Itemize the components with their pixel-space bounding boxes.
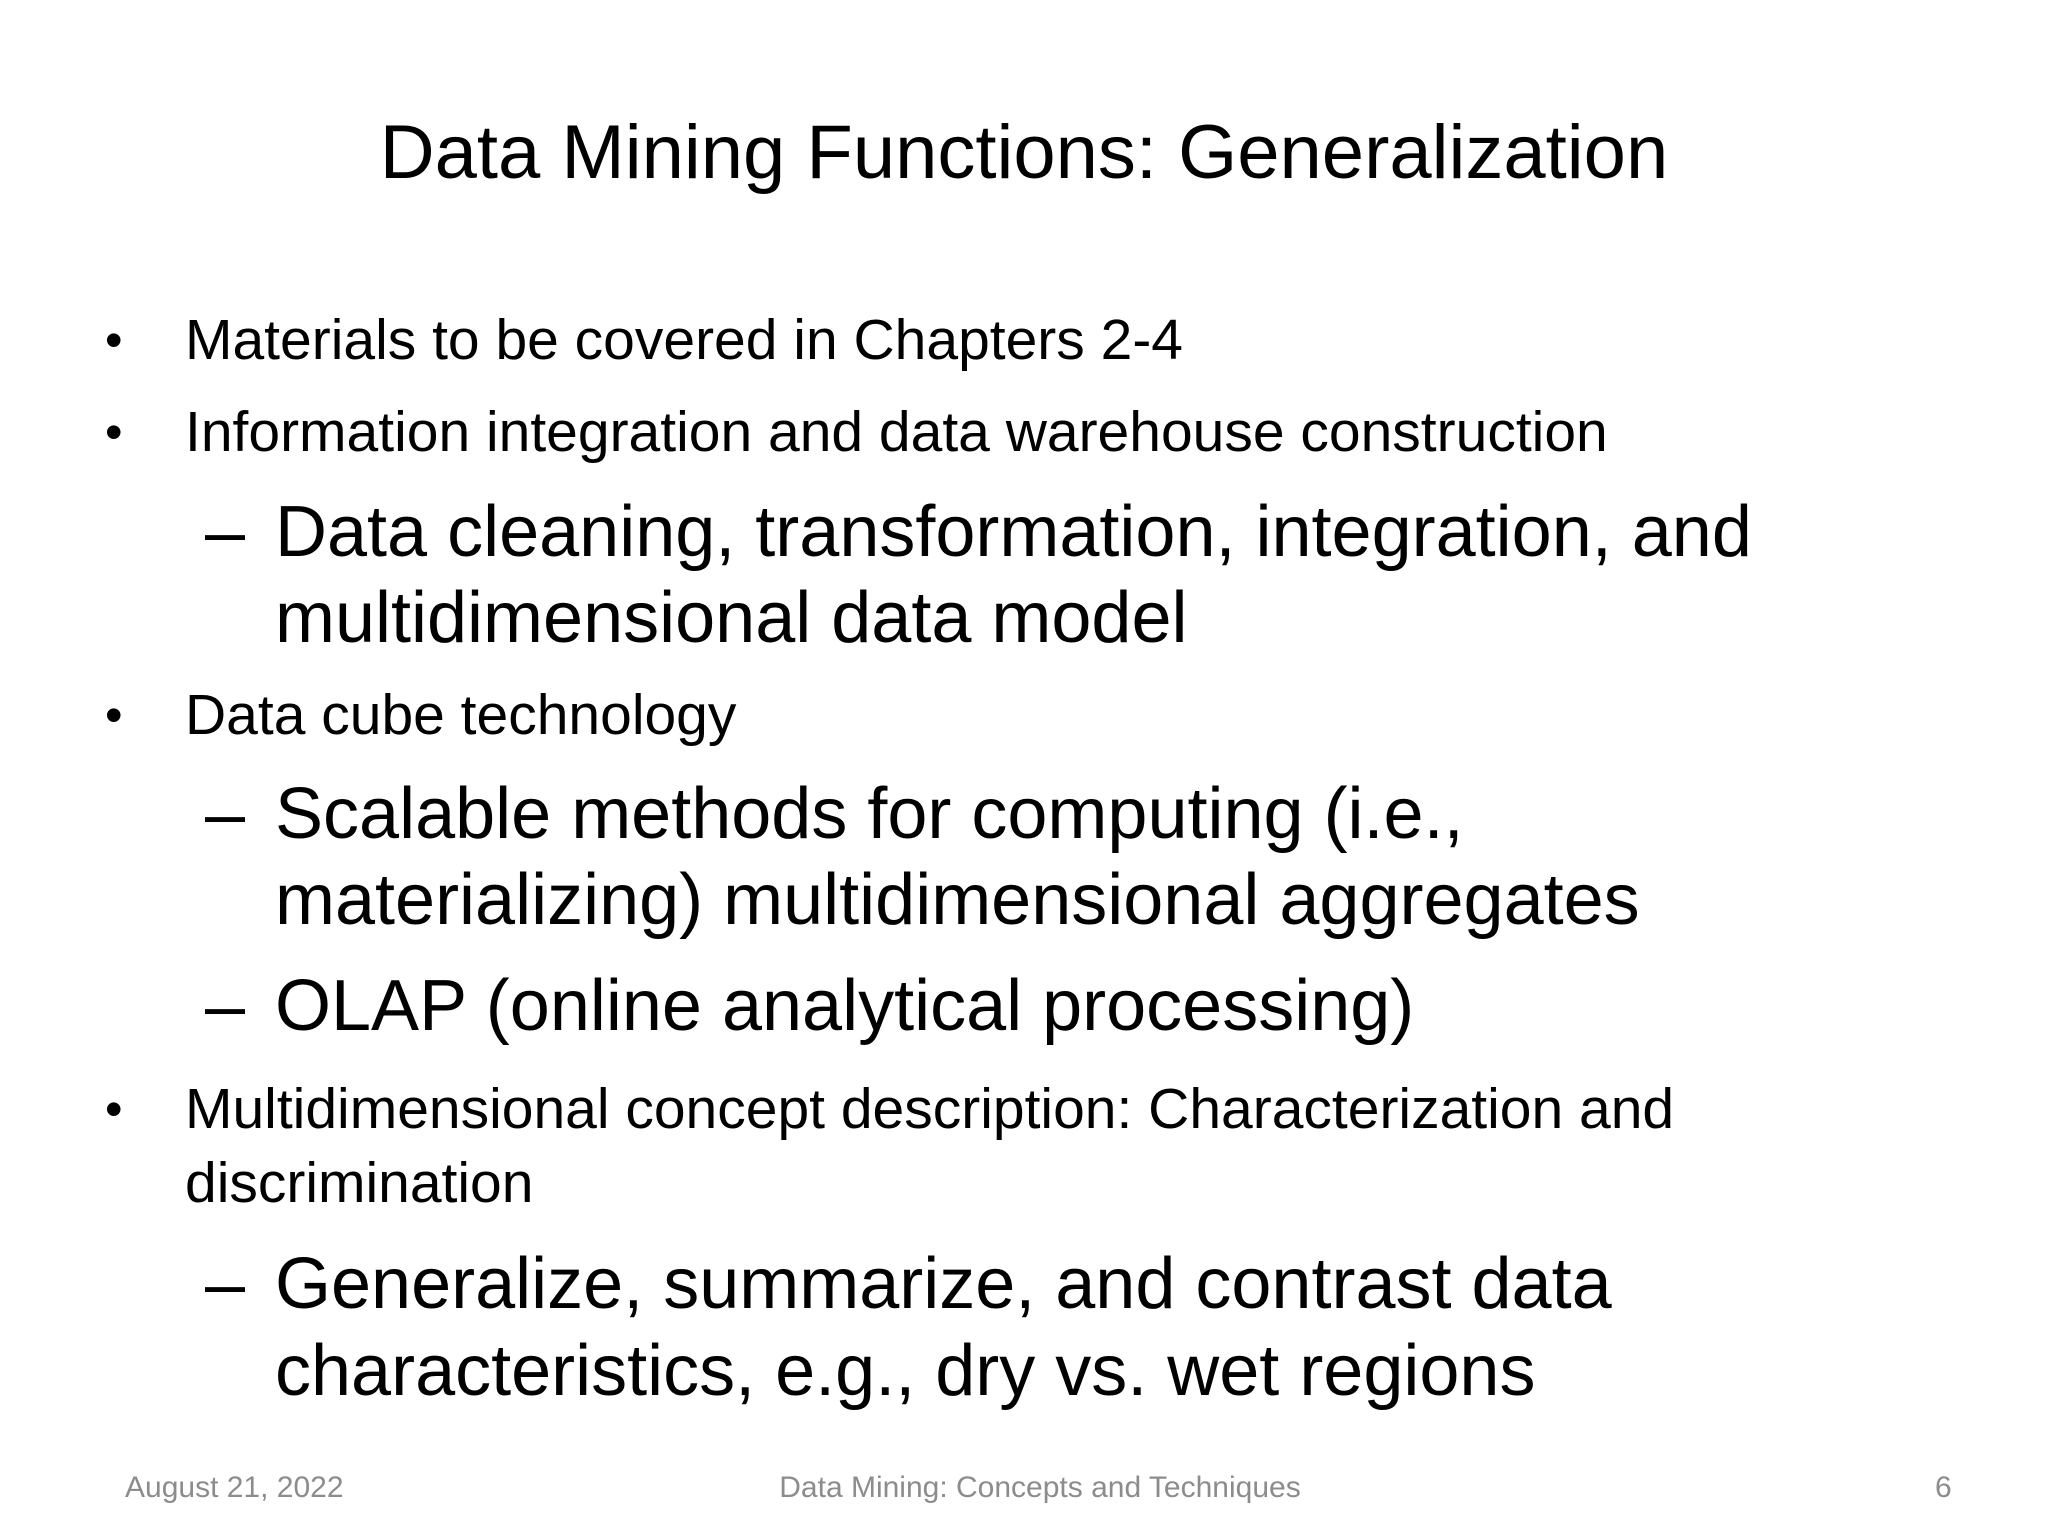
footer-date: August 21, 2022 (125, 1471, 344, 1504)
bullet-text: Multidimensional concept description: Characterization and (185, 1077, 1675, 1141)
sub-bullet-text: Data cleaning, transformation, integration, and (275, 492, 1752, 572)
sub-bullet-text: Generalize, summarize, and contrast data (275, 1244, 1612, 1324)
sub-bullet-text: characteristics, e.g., dry vs. wet regions (275, 1331, 1536, 1411)
sub-bullet-text: Scalable methods for computing (i.e., (275, 774, 1464, 854)
sub-bullet-marker: – (205, 966, 246, 1046)
sub-bullet-text: materializing) multidimensional aggregates (275, 860, 1640, 940)
footer-course-title: Data Mining: Concepts and Techniques (779, 1471, 1301, 1504)
sub-bullet-marker: – (205, 492, 246, 572)
bullet-marker: • (105, 687, 123, 743)
sub-bullet-marker: – (205, 774, 246, 854)
bullet-marker: • (105, 404, 123, 460)
slide-title: Data Mining Functions: Generalization (379, 110, 1669, 195)
bullet-marker: • (105, 312, 123, 368)
bullet-text: discrimination (185, 1151, 534, 1215)
bullet-text: Data cube technology (185, 683, 737, 747)
footer-page-number: 6 (1935, 1471, 1952, 1504)
bullet-text: Materials to be covered in Chapters 2-4 (185, 308, 1184, 372)
sub-bullet-marker: – (205, 1244, 246, 1324)
bullet-text: Information integration and data warehouse construction (185, 400, 1608, 464)
sub-bullet-text: multidimensional data model (275, 578, 1188, 658)
bullet-marker: • (105, 1081, 123, 1137)
sub-bullet-text: OLAP (online analytical processing) (275, 966, 1415, 1046)
